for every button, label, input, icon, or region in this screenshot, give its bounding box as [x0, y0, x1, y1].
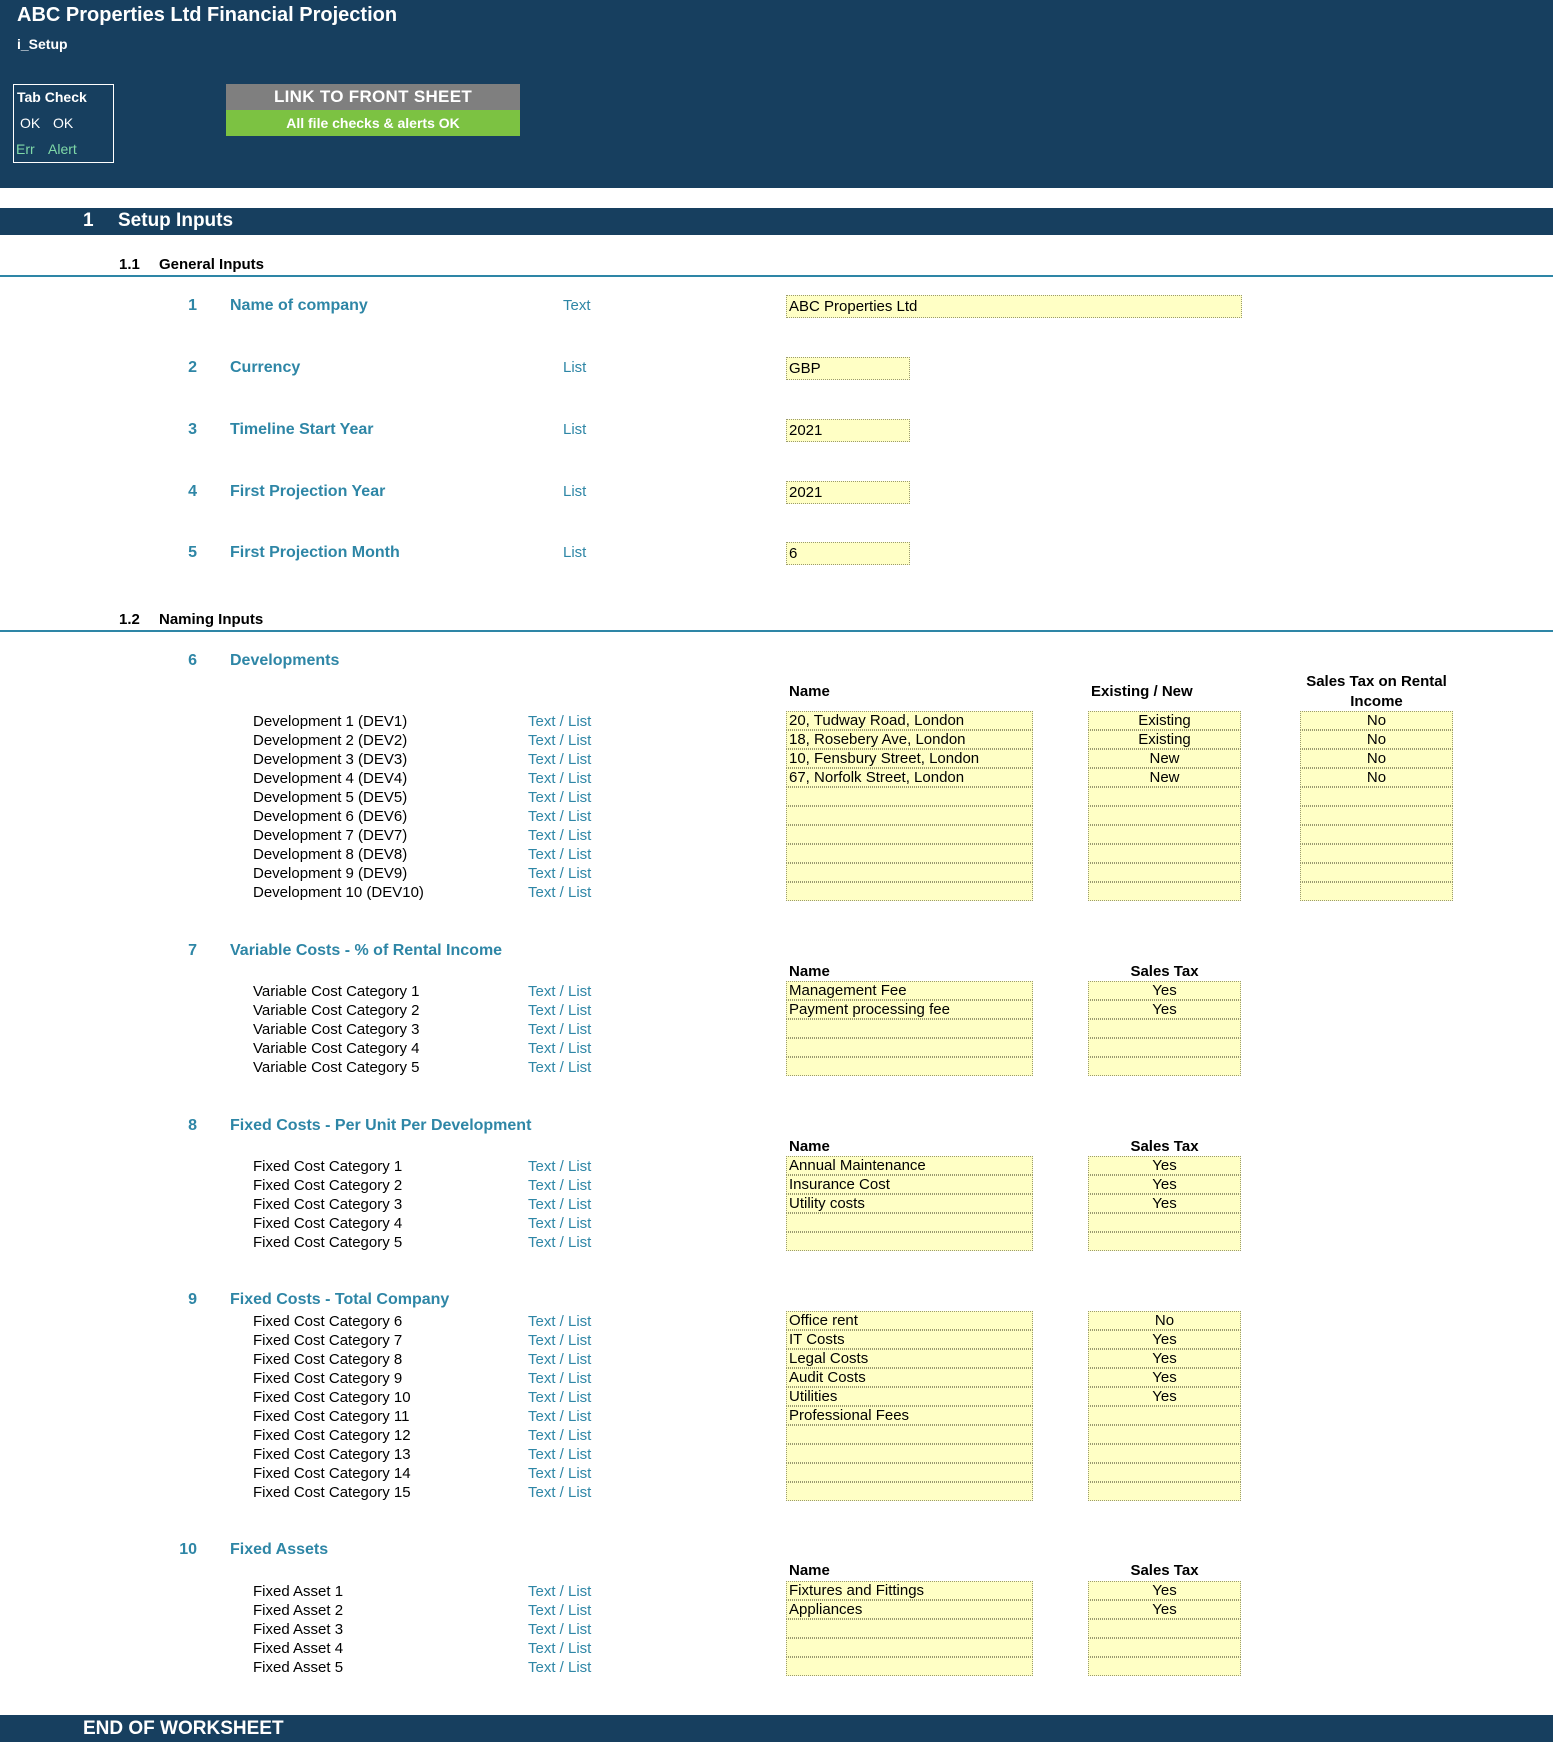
row-label: Development 2 (DEV2): [253, 732, 408, 749]
name-field[interactable]: [786, 1482, 1033, 1501]
input-field-4[interactable]: 2021: [786, 481, 910, 504]
row-type: Text / List: [528, 1215, 592, 1232]
input-type: List: [563, 421, 587, 438]
existing-new-field[interactable]: New: [1088, 768, 1241, 787]
row-label: Development 1 (DEV1): [253, 713, 408, 730]
group-title: Developments: [230, 652, 340, 669]
row-label: Fixed Cost Category 3: [253, 1196, 403, 1213]
name-field[interactable]: [786, 1057, 1033, 1076]
row-type: Text / List: [528, 884, 592, 901]
column-header-sales-tax-rental: Income: [1350, 693, 1403, 710]
tab-check-alert: Alert: [48, 141, 77, 157]
sales-tax-field[interactable]: [1300, 825, 1453, 844]
row-type: Text / List: [528, 1602, 592, 1619]
row-label: Fixed Cost Category 2: [253, 1177, 403, 1194]
sales-tax-field[interactable]: [1300, 844, 1453, 863]
link-to-front-sheet-button[interactable]: LINK TO FRONT SHEET: [226, 84, 520, 110]
name-field[interactable]: Insurance Cost: [786, 1175, 1033, 1194]
subsection-title: Naming Inputs: [159, 611, 264, 628]
sales-tax-field[interactable]: [1088, 1657, 1241, 1676]
row-label: Fixed Cost Category 15: [253, 1484, 411, 1501]
row-type: Text / List: [528, 1234, 592, 1251]
name-field[interactable]: [786, 1425, 1033, 1444]
sales-tax-field[interactable]: [1300, 787, 1453, 806]
input-field-1[interactable]: ABC Properties Ltd: [786, 295, 1242, 318]
row-type: Text / List: [528, 1002, 592, 1019]
row-type: Text / List: [528, 983, 592, 1000]
existing-new-field[interactable]: [1088, 844, 1241, 863]
row-label: Development 3 (DEV3): [253, 751, 408, 768]
group-number: 7: [188, 942, 197, 959]
input-type: Text: [563, 297, 591, 314]
name-field[interactable]: 18, Rosebery Ave, London: [786, 730, 1033, 749]
group-title: Variable Costs - % of Rental Income: [230, 942, 503, 959]
sales-tax-field[interactable]: Yes: [1088, 1581, 1241, 1600]
input-number: 2: [188, 359, 197, 376]
name-field[interactable]: [786, 1038, 1033, 1057]
tab-check-ok: OK: [53, 115, 74, 131]
row-type: Text / List: [528, 827, 592, 844]
sales-tax-field[interactable]: No: [1300, 749, 1453, 768]
row-type: Text / List: [528, 1177, 592, 1194]
row-type: Text / List: [528, 1659, 592, 1676]
name-field[interactable]: Appliances: [786, 1600, 1033, 1619]
tab-check-title: Tab Check: [17, 89, 87, 105]
row-type: Text / List: [528, 1313, 592, 1330]
row-label: Fixed Asset 3: [253, 1621, 344, 1638]
row-type: Text / List: [528, 1059, 592, 1076]
sales-tax-field[interactable]: No: [1088, 1311, 1241, 1330]
input-number: 5: [188, 544, 197, 561]
tab-check-ok: OK: [20, 115, 41, 131]
row-label: Development 8 (DEV8): [253, 846, 408, 863]
row-type: Text / List: [528, 1196, 592, 1213]
sales-tax-field[interactable]: [1088, 1038, 1241, 1057]
sales-tax-field[interactable]: [1088, 1232, 1241, 1251]
sales-tax-field[interactable]: Yes: [1088, 1194, 1241, 1213]
name-field[interactable]: IT Costs: [786, 1330, 1033, 1349]
group-number: 8: [188, 1117, 197, 1134]
input-label: Timeline Start Year: [230, 421, 374, 438]
row-type: Text / List: [528, 751, 592, 768]
input-field-5[interactable]: 6: [786, 542, 910, 565]
name-field[interactable]: [786, 825, 1033, 844]
row-label: Fixed Cost Category 6: [253, 1313, 403, 1330]
row-label: Development 9 (DEV9): [253, 865, 408, 882]
row-label: Fixed Cost Category 8: [253, 1351, 403, 1368]
row-type: Text / List: [528, 1408, 592, 1425]
column-header-sales-tax: Sales Tax: [1130, 963, 1199, 980]
name-field[interactable]: [786, 1019, 1033, 1038]
row-type: Text / List: [528, 732, 592, 749]
name-field[interactable]: [786, 1619, 1033, 1638]
row-label: Fixed Cost Category 1: [253, 1158, 403, 1175]
existing-new-field[interactable]: [1088, 825, 1241, 844]
input-label: First Projection Year: [230, 483, 386, 500]
group-number: 10: [179, 1541, 197, 1558]
sales-tax-field[interactable]: Yes: [1088, 981, 1241, 1000]
name-field[interactable]: [786, 1213, 1033, 1232]
end-of-worksheet-bar: [0, 1715, 1553, 1742]
row-label: Fixed Cost Category 9: [253, 1370, 403, 1387]
row-label: Development 4 (DEV4): [253, 770, 408, 787]
section-header-setup-inputs: [0, 208, 1553, 235]
sales-tax-field[interactable]: No: [1300, 711, 1453, 730]
sales-tax-field[interactable]: No: [1300, 768, 1453, 787]
row-label: Variable Cost Category 1: [253, 983, 420, 1000]
tab-check-err: Err: [16, 141, 35, 157]
name-field[interactable]: Annual Maintenance: [786, 1156, 1033, 1175]
name-field[interactable]: Professional Fees: [786, 1406, 1033, 1425]
row-label: Development 5 (DEV5): [253, 789, 408, 806]
row-type: Text / List: [528, 1021, 592, 1038]
top-header: [0, 0, 1553, 188]
row-label: Fixed Cost Category 11: [253, 1408, 410, 1425]
section-title: Setup Inputs: [118, 210, 234, 231]
sales-tax-field[interactable]: [1088, 1019, 1241, 1038]
subsection-rule: [0, 275, 1553, 277]
name-field[interactable]: [786, 1657, 1033, 1676]
sales-tax-field[interactable]: [1300, 863, 1453, 882]
group-title: Fixed Costs - Per Unit Per Development: [230, 1117, 532, 1134]
sales-tax-field[interactable]: [1088, 1463, 1241, 1482]
input-type: List: [563, 483, 587, 500]
name-field[interactable]: [786, 844, 1033, 863]
row-label: Variable Cost Category 3: [253, 1021, 420, 1038]
existing-new-field[interactable]: Existing: [1088, 730, 1241, 749]
sales-tax-field[interactable]: [1088, 1638, 1241, 1657]
end-of-worksheet-label: END OF WORKSHEET: [83, 1718, 284, 1739]
row-label: Fixed Cost Category 5: [253, 1234, 403, 1251]
input-type: List: [563, 359, 587, 376]
row-type: Text / List: [528, 808, 592, 825]
row-type: Text / List: [528, 1465, 592, 1482]
subsection-title: General Inputs: [159, 256, 265, 273]
input-label: First Projection Month: [230, 544, 400, 561]
sales-tax-field[interactable]: No: [1300, 730, 1453, 749]
group-title: Fixed Costs - Total Company: [230, 1291, 450, 1308]
row-type: Text / List: [528, 1332, 592, 1349]
sales-tax-field[interactable]: Yes: [1088, 1600, 1241, 1619]
subsection-number: 1.1: [119, 256, 140, 273]
row-type: Text / List: [528, 1158, 592, 1175]
sales-tax-field[interactable]: Yes: [1088, 1175, 1241, 1194]
row-type: Text / List: [528, 1640, 592, 1657]
row-type: Text / List: [528, 1446, 592, 1463]
existing-new-field[interactable]: [1088, 806, 1241, 825]
row-label: Fixed Cost Category 10: [253, 1389, 411, 1406]
app-title: ABC Properties Ltd Financial Projection: [17, 4, 398, 26]
group-title: Fixed Assets: [230, 1541, 329, 1558]
name-field[interactable]: 20, Tudway Road, London: [786, 711, 1033, 730]
name-field[interactable]: [786, 1444, 1033, 1463]
column-header-name: Name: [789, 963, 830, 980]
section-number: 1: [83, 210, 94, 231]
existing-new-field[interactable]: New: [1088, 749, 1241, 768]
row-type: Text / List: [528, 1427, 592, 1444]
subsection-rule: [0, 630, 1553, 632]
existing-new-field[interactable]: [1088, 787, 1241, 806]
sales-tax-field[interactable]: Yes: [1088, 1349, 1241, 1368]
name-field[interactable]: 67, Norfolk Street, London: [786, 768, 1033, 787]
row-label: Variable Cost Category 4: [253, 1040, 420, 1057]
row-label: Fixed Asset 5: [253, 1659, 344, 1676]
row-type: Text / List: [528, 713, 592, 730]
sales-tax-field[interactable]: Yes: [1088, 1330, 1241, 1349]
sales-tax-field[interactable]: Yes: [1088, 1368, 1241, 1387]
sheet-name: i_Setup: [17, 36, 68, 52]
sales-tax-field[interactable]: [1088, 1482, 1241, 1501]
sales-tax-field[interactable]: Yes: [1088, 1156, 1241, 1175]
row-type: Text / List: [528, 1621, 592, 1638]
input-number: 1: [188, 297, 197, 314]
name-field[interactable]: [786, 1463, 1033, 1482]
input-number: 3: [188, 421, 197, 438]
sales-tax-field[interactable]: [1300, 806, 1453, 825]
row-label: Fixed Asset 4: [253, 1640, 344, 1657]
row-type: Text / List: [528, 1351, 592, 1368]
sales-tax-field[interactable]: Yes: [1088, 1000, 1241, 1019]
tab-check-box: [13, 84, 114, 163]
sales-tax-field[interactable]: [1300, 882, 1453, 901]
row-label: Variable Cost Category 5: [253, 1059, 420, 1076]
name-field[interactable]: 10, Fensbury Street, London: [786, 749, 1033, 768]
row-label: Development 10 (DEV10): [253, 884, 424, 901]
column-header-existing-new: Existing / New: [1091, 683, 1193, 700]
group-number: 9: [188, 1291, 197, 1308]
row-type: Text / List: [528, 789, 592, 806]
row-label: Fixed Cost Category 4: [253, 1215, 403, 1232]
row-label: Fixed Cost Category 14: [253, 1465, 411, 1482]
name-field[interactable]: Office rent: [786, 1311, 1033, 1330]
name-field[interactable]: Fixtures and Fittings: [786, 1581, 1033, 1600]
row-label: Fixed Asset 2: [253, 1602, 344, 1619]
column-header-name: Name: [789, 1138, 830, 1155]
name-field[interactable]: Management Fee: [786, 981, 1033, 1000]
input-field-3[interactable]: 2021: [786, 419, 910, 442]
existing-new-field[interactable]: Existing: [1088, 711, 1241, 730]
sales-tax-field[interactable]: [1088, 1057, 1241, 1076]
row-type: Text / List: [528, 1484, 592, 1501]
input-field-2[interactable]: GBP: [786, 357, 910, 380]
subsection-number: 1.2: [119, 611, 140, 628]
group-number: 6: [188, 652, 197, 669]
sales-tax-field[interactable]: [1088, 1444, 1241, 1463]
row-type: Text / List: [528, 1040, 592, 1057]
row-label: Variable Cost Category 2: [253, 1002, 420, 1019]
row-type: Text / List: [528, 1370, 592, 1387]
name-field[interactable]: Audit Costs: [786, 1368, 1033, 1387]
row-label: Fixed Asset 1: [253, 1583, 344, 1600]
row-label: Fixed Cost Category 7: [253, 1332, 403, 1349]
column-header-sales-tax: Sales Tax: [1130, 1562, 1199, 1579]
column-header-sales-tax: Sales Tax: [1130, 1138, 1199, 1155]
row-type: Text / List: [528, 865, 592, 882]
row-type: Text / List: [528, 1389, 592, 1406]
name-field[interactable]: [786, 863, 1033, 882]
sales-tax-field[interactable]: [1088, 1425, 1241, 1444]
row-type: Text / List: [528, 1583, 592, 1600]
name-field[interactable]: Legal Costs: [786, 1349, 1033, 1368]
input-label: Currency: [230, 359, 301, 376]
sales-tax-field[interactable]: [1088, 1213, 1241, 1232]
column-header-sales-tax-rental: Sales Tax on Rental: [1306, 673, 1447, 690]
column-header-name: Name: [789, 1562, 830, 1579]
name-field[interactable]: [786, 806, 1033, 825]
sales-tax-field[interactable]: [1088, 1619, 1241, 1638]
file-check-status: All file checks & alerts OK: [226, 110, 520, 136]
row-label: Development 6 (DEV6): [253, 808, 408, 825]
name-field[interactable]: Payment processing fee: [786, 1000, 1033, 1019]
row-label: Fixed Cost Category 12: [253, 1427, 411, 1444]
column-header-name: Name: [789, 683, 830, 700]
sales-tax-field[interactable]: Yes: [1088, 1387, 1241, 1406]
sales-tax-field[interactable]: [1088, 1406, 1241, 1425]
name-field[interactable]: [786, 1638, 1033, 1657]
input-number: 4: [188, 483, 197, 500]
row-type: Text / List: [528, 846, 592, 863]
input-label: Name of company: [230, 297, 368, 314]
name-field[interactable]: [786, 882, 1033, 901]
row-type: Text / List: [528, 770, 592, 787]
existing-new-field[interactable]: [1088, 882, 1241, 901]
row-label: Development 7 (DEV7): [253, 827, 408, 844]
name-field[interactable]: Utility costs: [786, 1194, 1033, 1213]
name-field[interactable]: Utilities: [786, 1387, 1033, 1406]
existing-new-field[interactable]: [1088, 863, 1241, 882]
row-label: Fixed Cost Category 13: [253, 1446, 411, 1463]
input-type: List: [563, 544, 587, 561]
name-field[interactable]: [786, 787, 1033, 806]
name-field[interactable]: [786, 1232, 1033, 1251]
